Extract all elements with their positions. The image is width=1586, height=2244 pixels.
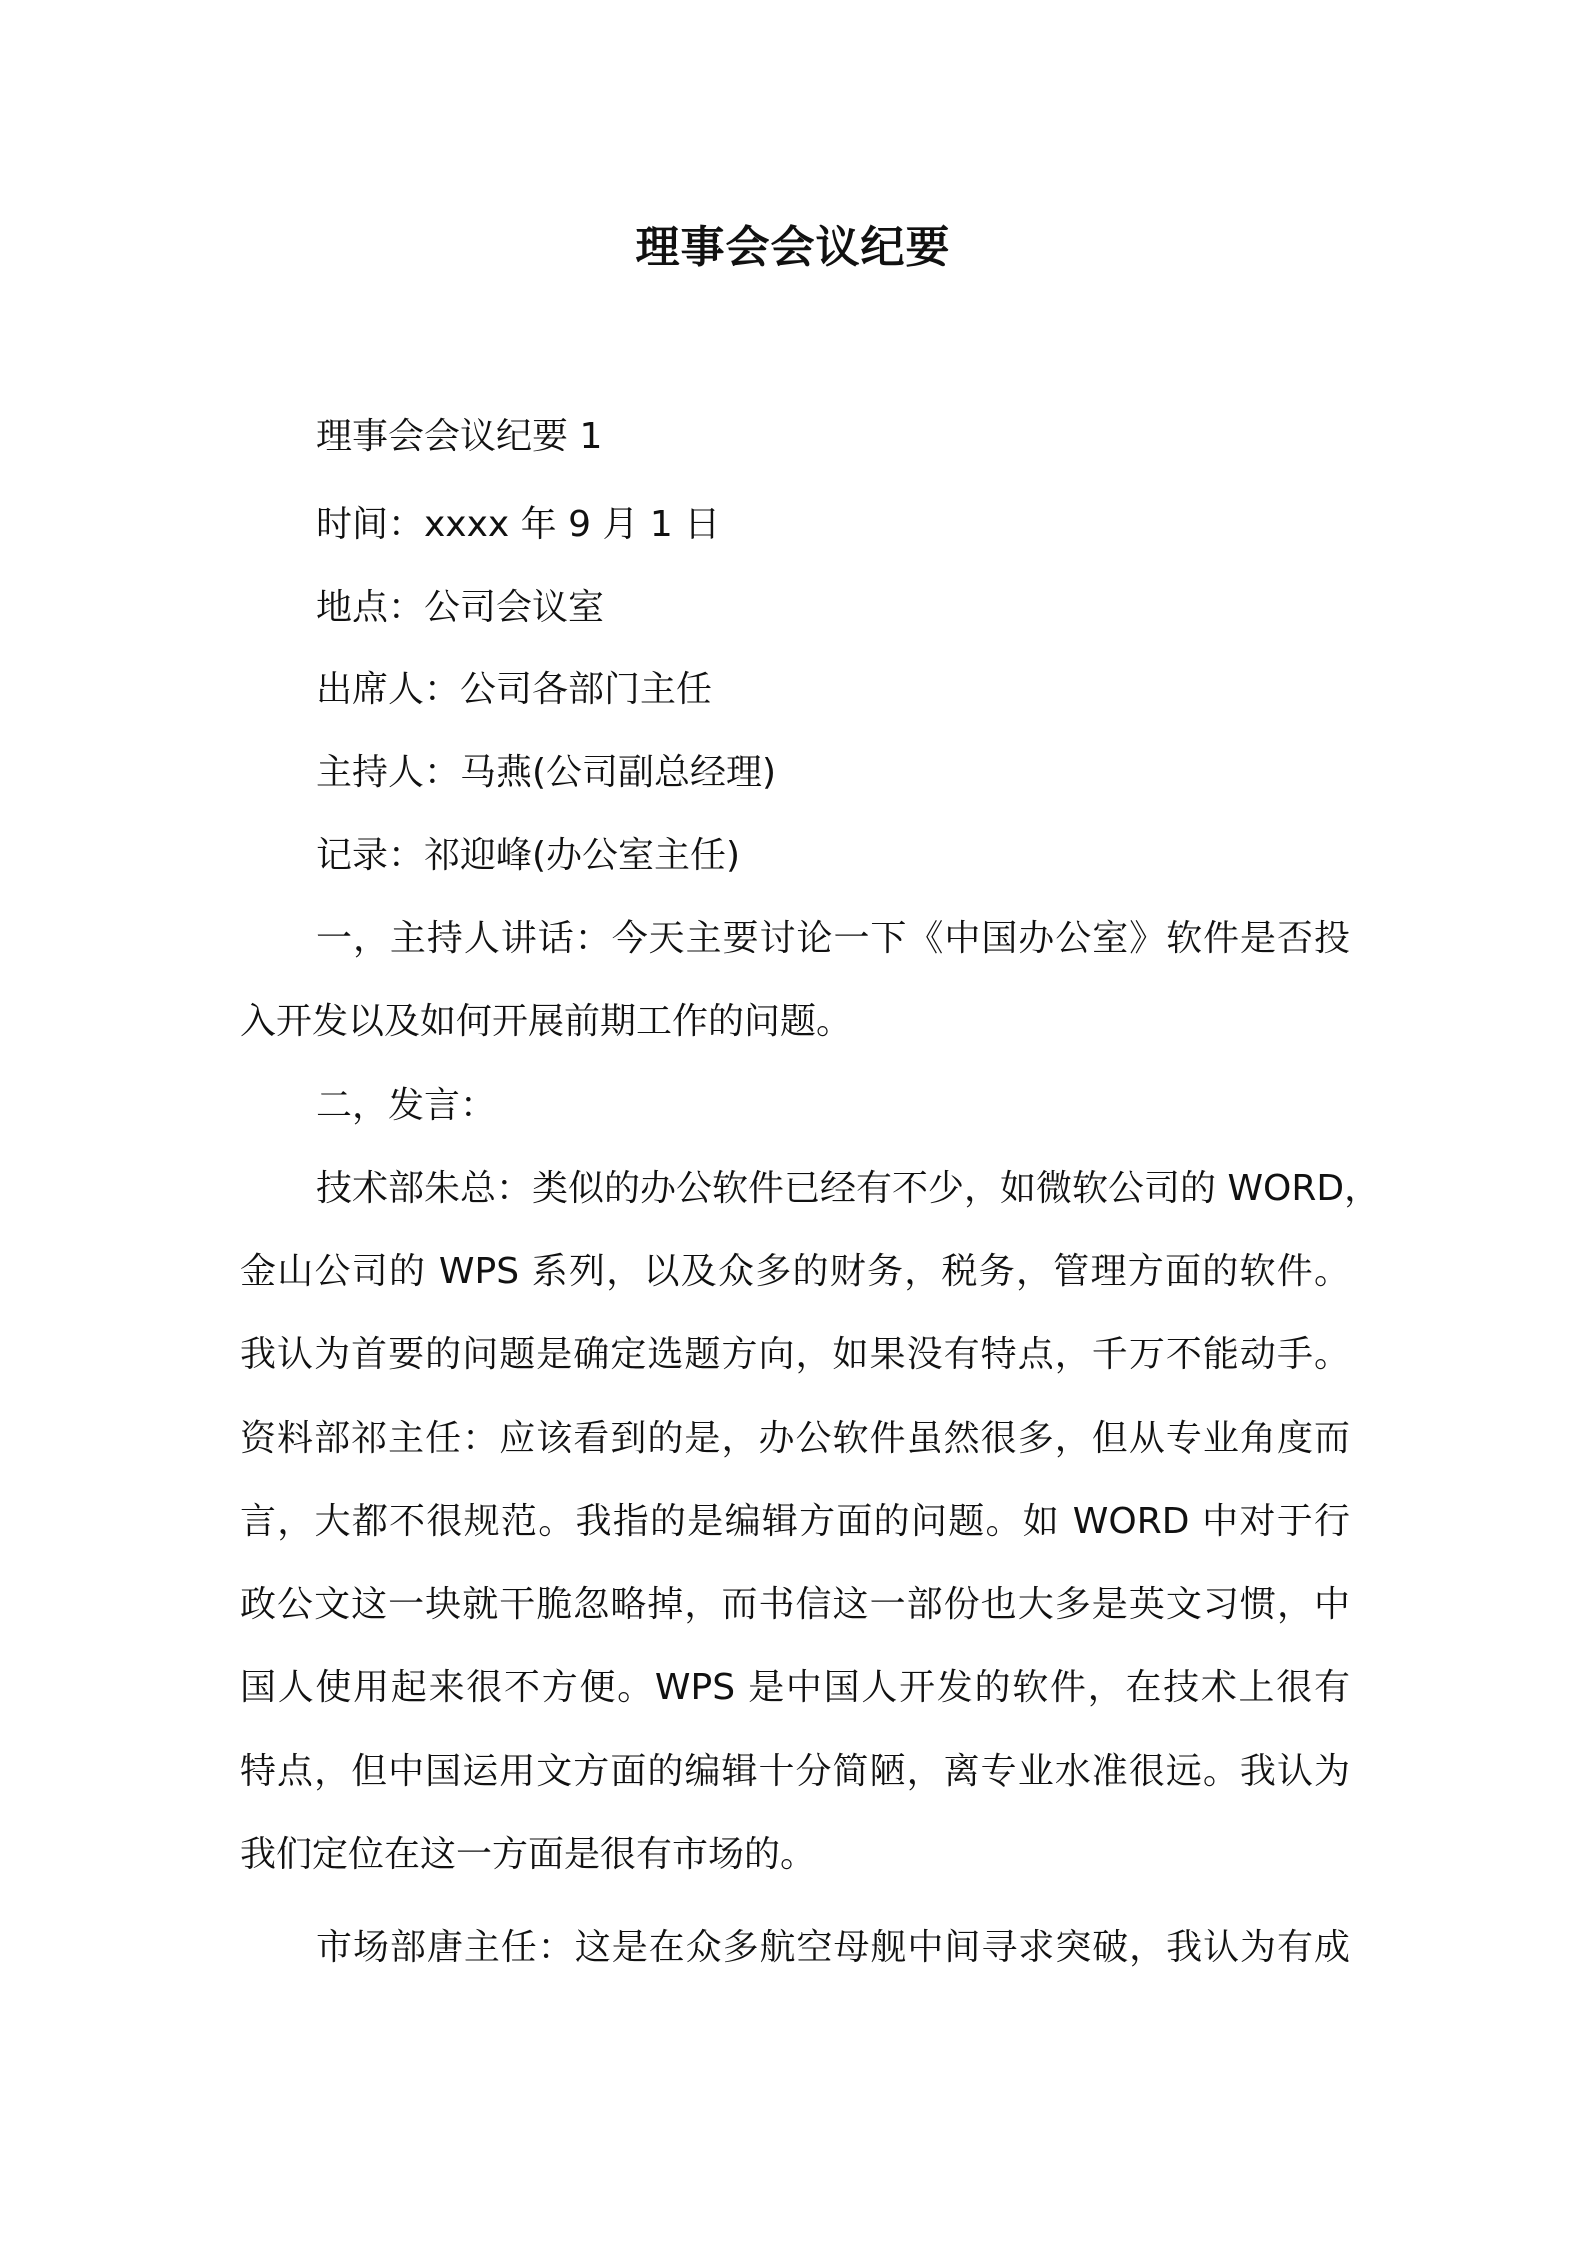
section-heading: 理事会会议纪要 1	[316, 416, 603, 457]
paragraph-line: 言，大都不很规范。我指的是编辑方面的问题。如 WORD 中对于行	[240, 1501, 1350, 1542]
section-heading: 二，发言：	[316, 1085, 497, 1126]
paragraph-line: 资料部祁主任：应该看到的是，办公软件虽然很多，但从专业角度而	[240, 1418, 1350, 1459]
paragraph-line: 特点，但中国运用文方面的编辑十分简陋，离专业水准很远。我认为	[240, 1751, 1350, 1792]
meeting-attendees: 出席人：公司各部门主任	[316, 669, 713, 710]
paragraph-line: 政公文这一块就干脆忽略掉，而书信这一部份也大多是英文习惯，中	[240, 1584, 1350, 1625]
paragraph-line: 我认为首要的问题是确定选题方向，如果没有特点，千万不能动手。	[240, 1334, 1350, 1375]
paragraph-line: 入开发以及如何开展前期工作的问题。	[240, 1001, 853, 1042]
paragraph-line: 技术部朱总：类似的办公软件已经有不少，如微软公司的 WORD，	[316, 1168, 1381, 1209]
paragraph-line: 金山公司的 WPS 系列，以及众多的财务，税务，管理方面的软件。	[240, 1251, 1350, 1292]
meeting-host: 主持人：马燕(公司副总经理)	[316, 752, 777, 793]
paragraph-line: 国人使用起来很不方便。WPS 是中国人开发的软件，在技术上很有	[240, 1667, 1350, 1708]
paragraph-line: 我们定位在这一方面是很有市场的。	[240, 1834, 817, 1875]
meeting-location: 地点：公司会议室	[316, 587, 605, 628]
meeting-time: 时间：xxxx 年 9 月 1 日	[316, 504, 721, 545]
paragraph-line: 市场部唐主任：这是在众多航空母舰中间寻求突破，我认为有成	[316, 1927, 1350, 1968]
document-title: 理事会会议纪要	[635, 222, 951, 273]
meeting-recorder: 记录：祁迎峰(办公室主任)	[316, 835, 741, 876]
paragraph-line: 一，主持人讲话：今天主要讨论一下《中国办公室》软件是否投	[316, 918, 1350, 959]
